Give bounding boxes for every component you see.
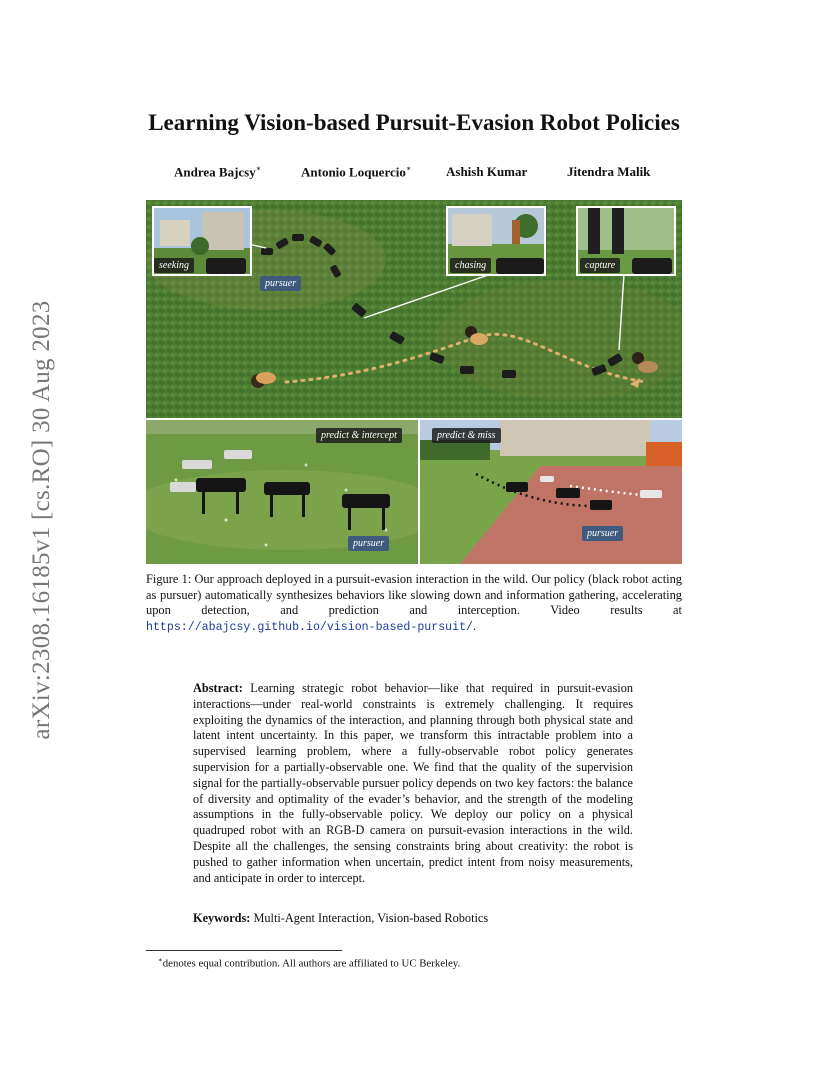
photo-predict-miss: [420, 420, 682, 564]
footnote-rule: [146, 950, 342, 951]
abstract: Abstract: Learning strategic robot behavior—like that required in pursuit-evasion interactions—under real-world constraints is extremely challenging. It requires exploiting the dynamics of the interaction, and planning through both physical state and latent intent uncertainty. In this paper, we transform this intractable problem into a supervised learning problem, where a fully-observable robot policy generates supervision for a partially-observable one. We find that the quality of the supervision signal for the partially-observable pursuer policy depends on two key factors: the balance of diversity and optimality of the evader’s behavior, and the strength of the modeling assumptions in the fully-observable policy. We deploy our policy on a physical quadruped robot with an RGB-D camera on pursuit-evasion interactions in the wild. Despite all the challenges, the sensing constraints bring about creativity: the robot is pushed to gather information when uncertain, predict intent from noisy measurements, and anticipate in order to intercept.: [193, 681, 633, 885]
aerial-photo: [146, 200, 682, 418]
label-pursuer-top: pursuer: [260, 276, 301, 291]
label-predict-intercept: predict & intercept: [316, 428, 402, 443]
video-url-link[interactable]: https://abajcsy.github.io/vision-based-pursuit/: [146, 620, 473, 634]
author-4: Jitendra Malik: [567, 164, 651, 179]
author-2: Antonio Loquercio∗: [301, 164, 412, 180]
author-1: Andrea Bajcsy∗: [174, 164, 262, 180]
footnote: ∗denotes equal contribution. All authors are affiliated to UC Berkeley.: [158, 956, 461, 970]
label-capture: capture: [580, 258, 620, 273]
label-pursuer-left: pursuer: [348, 536, 389, 551]
label-pursuer-right: pursuer: [582, 526, 623, 541]
keywords: Keywords: Multi-Agent Interaction, Vision-based Robotics: [193, 911, 489, 925]
label-chasing: chasing: [450, 258, 491, 273]
photo-predict-intercept: [146, 420, 418, 564]
label-seeking: seeking: [154, 258, 194, 273]
arxiv-identifier: arXiv:2308.16185v1 [cs.RO] 30 Aug 2023: [28, 300, 55, 740]
paper-title: Learning Vision-based Pursuit-Evasion Robot Policies: [148, 110, 680, 135]
figure-caption: Figure 1: Our approach deployed in a pursuit-evasion interaction in the wild. Our policy (black robot acting as pursuer) automatically synthesizes behaviors like slowing down and information gathering, accelerating upon detection, and prediction and interception. Video results at https://abajcsy.github.io/vision-based-pursuit/.: [146, 572, 682, 634]
figure-1: [146, 200, 682, 564]
label-predict-miss: predict & miss: [432, 428, 501, 443]
author-3: Ashish Kumar: [446, 164, 528, 179]
